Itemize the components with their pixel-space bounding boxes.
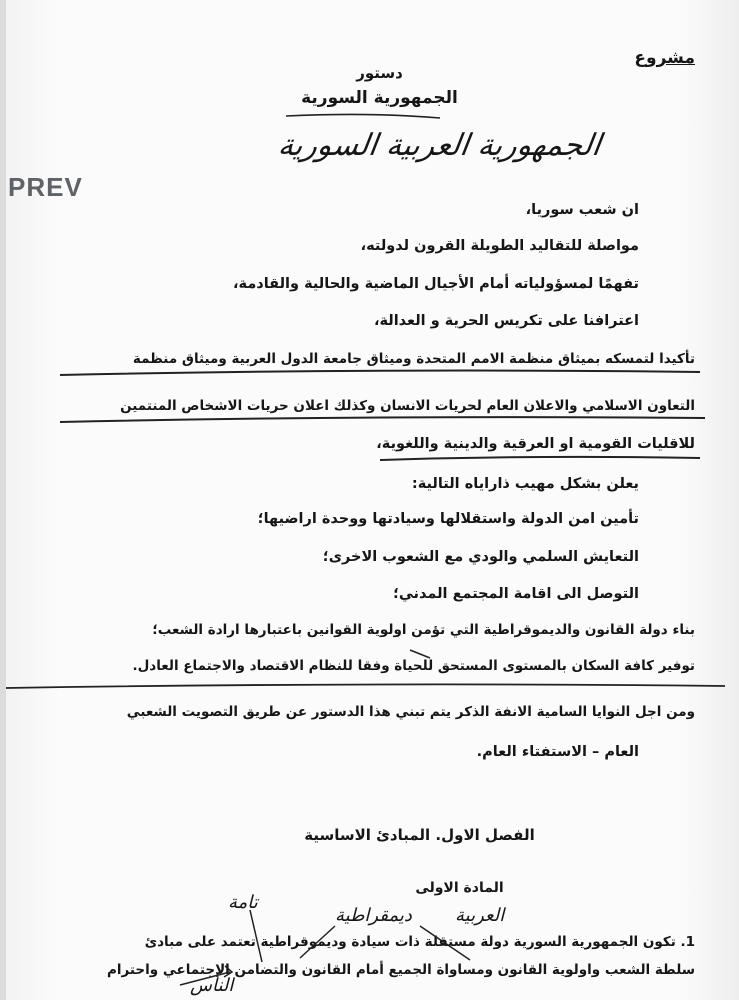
article-line: 1. تكون الجمهورية السورية دولة مستقلة ذات سيادة وديموقراطية تعتمد على مبادئ (144, 934, 695, 950)
preamble-line: تأمين امن الدولة واستقلالها وسيادتها ووحدة اراضيها؛ (257, 511, 639, 527)
handwritten-annotation: ديمقراطية (335, 905, 412, 926)
preamble-line: اعترافنا على تكريس الحرية و العدالة، (373, 313, 639, 329)
preamble-line: مواصلة للتقاليد الطويلة القرون لدولته، (360, 238, 639, 254)
preamble-line: تأكيدا لتمسكه بميثاق منظمة الامم المتحدة وميثاق جامعة الدول العربية وميثاق منظمة (132, 351, 695, 367)
preamble-line: التعايش السلمي والودي مع الشعوب الاخرى؛ (322, 549, 639, 565)
draft-label: مشروع (634, 48, 695, 68)
article-line: سلطة الشعب واولوية القانون ومساواة الجميع أمام القانون والتضامن الإجتماعي واحترام (106, 962, 695, 978)
title-underline (286, 114, 440, 118)
preamble-line: العام – الاستفتاء العام. (476, 744, 639, 760)
preamble-line: بناء دولة القانون والديموقراطية التي تؤمن اولوية القوانين باعتبارها ارادة الشعب؛ (152, 622, 695, 638)
preamble-line: ان شعب سوريا، (525, 202, 639, 218)
handwritten-annotation: الناس (190, 975, 234, 996)
preamble-line: توفير كافة السكان بالمستوى المستحق للحياة وفقا للنظام الاقتصاد والاجتماع العادل. (132, 658, 695, 674)
underline-stroke (380, 457, 700, 460)
handwritten-annotation: العربية (455, 905, 505, 926)
doc-title-republic: الجمهورية السورية (301, 88, 458, 108)
pen-stroke (410, 650, 430, 658)
doc-title-constitution: دستور (356, 64, 403, 82)
preamble-line: التعاون الاسلامي والاعلان العام لحريات الانسان وكذلك اعلان حريات الاشخاص المنتمين (120, 398, 695, 414)
preamble-line: ومن اجل النوايا السامية الانفة الذكر يتم تبني هذا الدستور عن طريق التصويت الشعبي (126, 704, 695, 720)
chapter-title: الفصل الاول. المبادئ الاساسية (304, 826, 535, 844)
underline-stroke (60, 417, 705, 422)
pen-stroke (300, 926, 335, 958)
preamble-line: يعلن بشكل مهيب ذاراياه التالية: (411, 476, 639, 492)
prev-button[interactable]: PREV (8, 172, 83, 202)
preamble-line: تفهمًا لمسؤولياته أمام الأجيال الماضية والحالية والقادمة، (233, 276, 639, 292)
article-title: المادة الاولى (415, 880, 504, 896)
underline-stroke (6, 684, 725, 688)
underline-stroke (60, 371, 700, 375)
preamble-line: التوصل الى اقامة المجتمع المدني؛ (393, 586, 639, 602)
pen-stroke (420, 926, 470, 960)
handwritten-title: الجمهورية العربية السورية (275, 128, 604, 163)
preamble-line: للاقليات القومية او العرقية والدينية واللغوية، (376, 436, 695, 452)
pen-stroke (224, 966, 232, 977)
pen-stroke (180, 972, 230, 985)
pen-stroke (250, 910, 262, 962)
handwritten-annotation: تامة (228, 892, 258, 913)
